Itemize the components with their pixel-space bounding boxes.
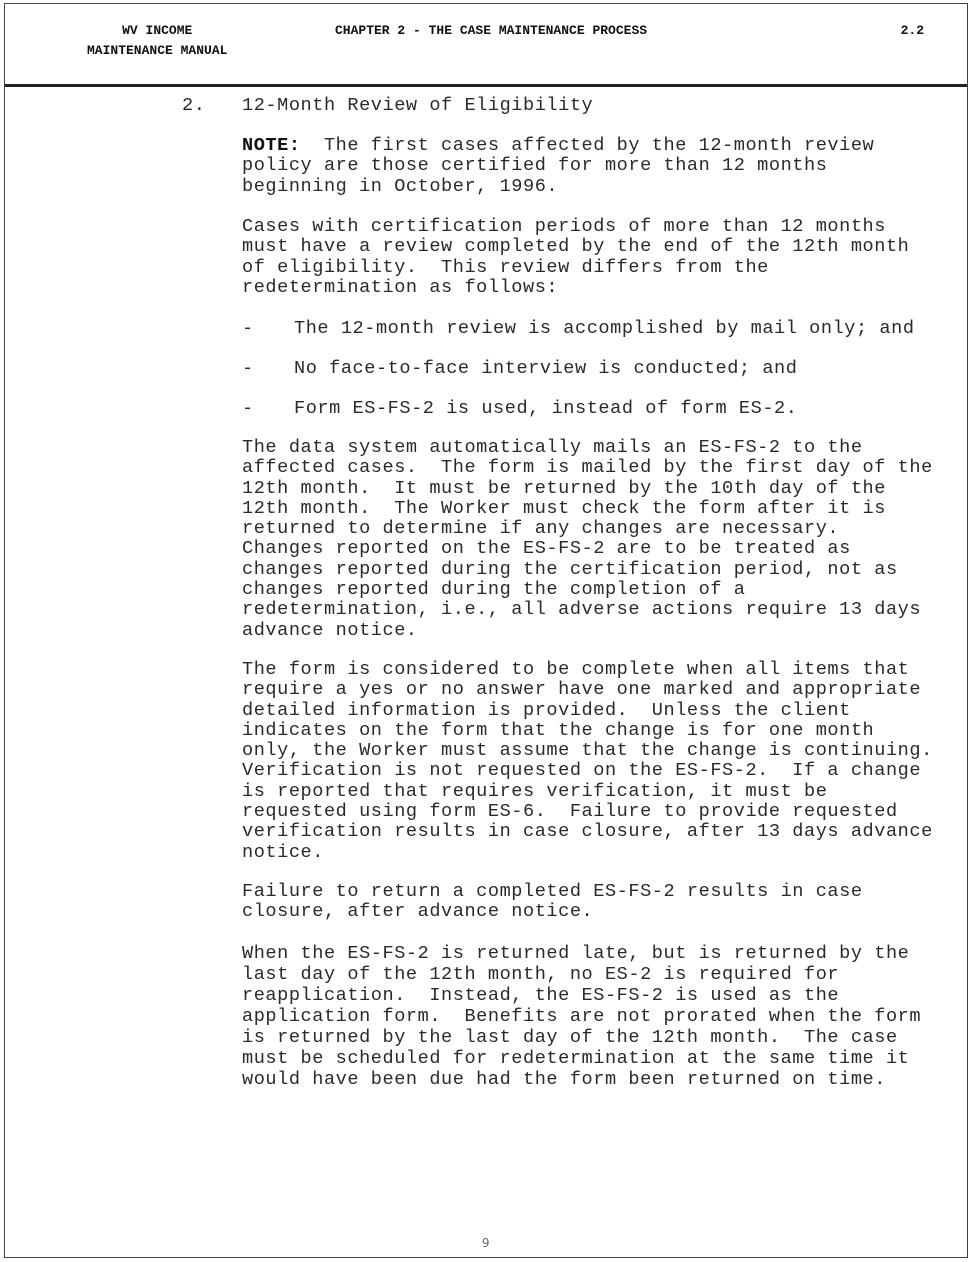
section-title: 12-Month Review of Eligibility [242,95,594,116]
note-label: NOTE: [242,136,301,156]
paragraph-failure-return: Failure to return a completed ES-FS-2 results in case closure, after advance notice. [242,882,863,923]
section-number: 2. [182,95,206,116]
chapter-title: CHAPTER 2 - THE CASE MAINTENANCE PROCESS [335,23,648,38]
paragraph-form-complete: The form is considered to be complete when all items that require a yes or no answer have one marked and appropriate detailed information is provided. Unless the client indicates on the form that the change is for one month only, the Worker must assume that the change is continuing. Verification is not requested on the ES-FS-2. If a change is reported that requires verification, it must be requested using form ES-6. Failure to provide requested verification results in case closure, after 13 days advance notice. [242,660,933,863]
bullet-dash: - [242,318,254,339]
paragraph-late-return: When the ES-FS-2 is returned late, but is returned by the last day of the 12th month, no ES-2 is required for reapplication. Instead, the ES-FS-2 is used as the application form. Benefits are not prorated when the form is returned by the last day of the 12th month. The case must be scheduled for redetermination at the same time it would have been due had the form been returned on time. [242,943,922,1090]
section-code: 2.2 [900,23,924,38]
paragraph-intro: Cases with certification periods of more than 12 months must have a review completed by the end of the 12th month of eligibility. This review differs from the redetermination as follows: [242,217,910,298]
bullet-text: Form ES-FS-2 is used, instead of form ES-2. [294,398,798,419]
bullet-dash: - [242,358,254,379]
note-paragraph [242,136,972,197]
manual-title-line1: WV INCOME [122,23,193,38]
bullet-text: No face-to-face interview is conducted; and [294,358,798,379]
paragraph-data-system: The data system automatically mails an ES-FS-2 to the affected cases. The form is mailed by the first day of the 12th month. It must be returned by the 10th day of the 12th month. The Worker must check the form after it is returned to determine if any changes are necessary. Changes reported on the ES-FS-2 are to be treated as changes reported during the certification period, not as changes reported during the completion of a redetermination, i.e., all adverse actions require 13 days advance notice. [242,438,933,641]
bullet-text: The 12-month review is accomplished by mail only; and [294,318,915,339]
note-text: The first cases affected by the 12-month review policy are those certified for more than 12 months beginning in October, 1996. [242,136,875,197]
bullet-dash: - [242,398,254,419]
manual-title-line2: MAINTENANCE MANUAL [87,43,228,58]
page-number: 9 [481,1236,491,1250]
